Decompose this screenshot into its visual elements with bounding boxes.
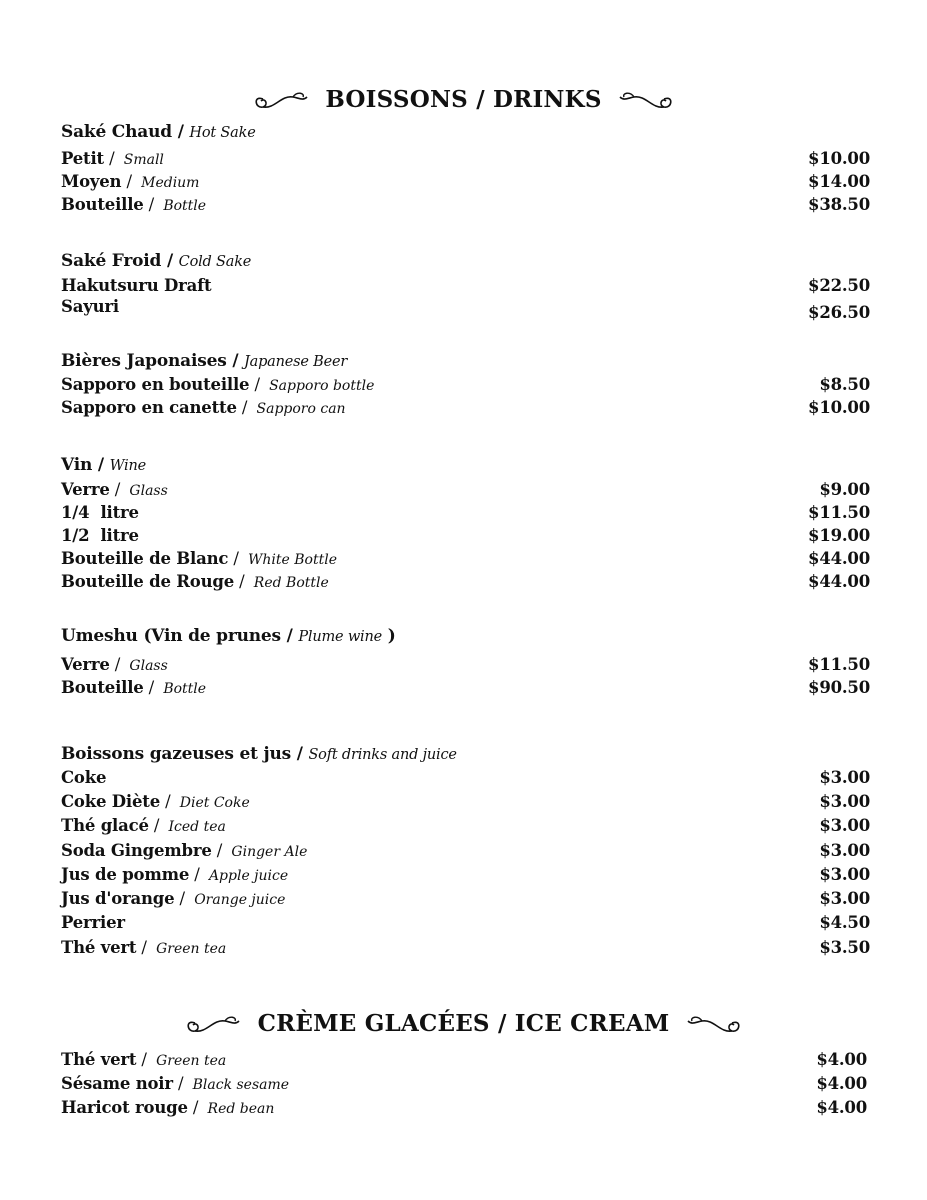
menu-item-red-bottle [61, 572, 870, 594]
closing-paren: ) [387, 626, 396, 646]
menu-item-diet-coke [61, 792, 870, 814]
item-name-fr: Coke Diète [61, 792, 161, 811]
section-title-fr: Vin [61, 455, 93, 475]
separator: / [232, 351, 239, 371]
separator: / [165, 792, 171, 811]
separator: / [153, 816, 160, 835]
menu-item-coke [61, 768, 870, 790]
item-name-en: Sapporo can [256, 401, 346, 417]
item-price: $8.50 [819, 375, 870, 394]
item-name-fr: Perrier [61, 913, 125, 932]
drinks-heading [0, 84, 927, 113]
umeshu-title [61, 626, 396, 646]
item-name-fr: Jus de pomme [61, 865, 190, 884]
menu-item-quarter-litre [61, 503, 870, 525]
item-name-fr: Jus d'orange [61, 889, 175, 908]
item-name-en: Green tea [156, 1053, 227, 1069]
item-name-en: Diet Coke [179, 795, 250, 811]
menu-item-hakutsuru [61, 276, 870, 298]
item-price: $44.00 [808, 549, 870, 568]
menu-item-umeshu-glass [61, 655, 870, 677]
icecream-heading-text: CRÈME GLACÉES / ICE CREAM [257, 1009, 670, 1037]
menu-item-apple-juice [61, 865, 870, 887]
wine-title [61, 455, 146, 475]
separator: / [233, 549, 239, 568]
item-name-fr: Bouteille [61, 195, 144, 214]
item-price: $38.50 [808, 195, 870, 214]
menu-item-red-bean [61, 1098, 870, 1120]
separator: / [192, 1098, 199, 1117]
item-name-fr: Sayuri [61, 297, 119, 316]
section-title-en: Wine [109, 458, 146, 474]
item-name-en: Orange juice [194, 892, 286, 908]
item-name-fr: Hakutsuru Draft [61, 276, 212, 295]
item-name-fr: Bouteille [61, 678, 144, 697]
item-name-fr: 1/2 litre [61, 526, 139, 545]
item-name-fr: 1/4 litre [61, 503, 139, 522]
item-name-en: Iced tea [168, 819, 226, 835]
item-name-en: Red Bottle [253, 575, 329, 591]
item-price: $22.50 [808, 276, 870, 295]
item-price: $3.00 [819, 768, 870, 787]
item-name-en: Green tea [156, 941, 227, 957]
item-name-fr: Sésame noir [61, 1074, 173, 1093]
item-name-fr: Sapporo en bouteille [61, 375, 250, 394]
item-name-en: Apple juice [208, 868, 289, 884]
item-price: $4.00 [816, 1050, 867, 1069]
item-name-en: Bottle [163, 198, 207, 214]
item-price: $26.50 [808, 303, 870, 322]
menu-item-sayuri [61, 297, 870, 322]
right-flourish-icon [684, 1009, 744, 1037]
menu-item-ginger-ale [61, 841, 870, 863]
separator: / [109, 149, 115, 168]
separator: / [254, 375, 260, 394]
item-price: $9.00 [819, 480, 870, 499]
item-name-fr: Petit [61, 149, 104, 168]
separator: / [126, 172, 133, 191]
item-price: $3.00 [819, 865, 870, 884]
item-name-en: Medium [141, 175, 200, 191]
section-title-fr: Umeshu (Vin de prunes [61, 626, 281, 646]
item-name-en: Bottle [163, 681, 207, 697]
item-price: $10.00 [808, 149, 870, 168]
separator: / [148, 678, 155, 697]
item-name-en: Glass [129, 483, 168, 499]
menu-item-white-bottle [61, 549, 870, 571]
item-price: $10.00 [808, 398, 870, 417]
item-name-fr: Thé glacé [61, 816, 149, 835]
item-price: $4.00 [816, 1074, 867, 1093]
item-name-fr: Verre [61, 480, 110, 499]
separator: / [239, 572, 245, 591]
item-name-en: Ginger Ale [231, 844, 308, 860]
item-price: $44.00 [808, 572, 870, 591]
icecream-heading [0, 1008, 927, 1037]
item-name-en: Small [123, 152, 164, 168]
item-name-en: Black sesame [192, 1077, 290, 1093]
hot-sake-title [61, 122, 256, 142]
section-title-en: Hot Sake [189, 125, 256, 141]
menu-item-green-tea [61, 938, 870, 960]
separator: / [179, 889, 186, 908]
section-title-en: Japanese Beer [244, 354, 348, 370]
menu-item-perrier [61, 913, 870, 935]
separator: / [177, 1074, 184, 1093]
item-name-fr: Bouteille de Rouge [61, 572, 235, 591]
item-name-fr: Coke [61, 768, 107, 787]
item-price: $3.00 [819, 889, 870, 908]
section-title-en: Plume wine [298, 629, 382, 645]
separator: / [114, 655, 121, 674]
menu-item-green-tea-icecream [61, 1050, 870, 1072]
item-name-fr: Bouteille de Blanc [61, 549, 229, 568]
menu-item-petit [61, 149, 870, 171]
separator: / [286, 626, 293, 646]
item-name-en: Red bean [207, 1101, 275, 1117]
separator: / [141, 1050, 147, 1069]
item-price: $3.50 [819, 938, 870, 957]
japanese-beer-title [61, 351, 347, 371]
section-title-en: Cold Sake [178, 254, 252, 270]
separator: / [166, 251, 173, 271]
separator: / [296, 744, 303, 764]
item-price: $19.00 [808, 526, 870, 545]
menu-item-half-litre [61, 526, 870, 548]
drinks-heading-text: BOISSONS / DRINKS [325, 85, 602, 113]
separator: / [241, 398, 248, 417]
item-name-fr: Soda Gingembre [61, 841, 212, 860]
separator: / [97, 455, 104, 475]
section-title-fr: Saké Froid [61, 251, 162, 271]
item-name-en: Sapporo bottle [269, 378, 375, 394]
item-name-fr: Moyen [61, 172, 122, 191]
menu-item-iced-tea [61, 816, 870, 838]
separator: / [148, 195, 155, 214]
separator: / [194, 865, 200, 884]
item-name-fr: Sapporo en canette [61, 398, 237, 417]
item-price: $14.00 [808, 172, 870, 191]
section-title-fr: Saké Chaud [61, 122, 172, 142]
section-title-fr: Boissons gazeuses et jus [61, 744, 291, 764]
item-name-en: Glass [129, 658, 168, 674]
menu-item-umeshu-bottle [61, 678, 870, 700]
separator: / [216, 841, 223, 860]
left-flourish-icon [251, 85, 311, 113]
item-price: $90.50 [808, 678, 870, 697]
menu-item-sapporo-can [61, 398, 870, 420]
item-name-fr: Thé vert [61, 938, 137, 957]
menu-item-wine-glass [61, 480, 870, 502]
separator: / [177, 122, 184, 142]
separator: / [141, 938, 147, 957]
item-name-fr: Verre [61, 655, 110, 674]
right-flourish-icon [616, 85, 676, 113]
menu-item-sapporo-bottle [61, 375, 870, 397]
item-price: $4.00 [816, 1098, 867, 1117]
item-price: $3.00 [819, 792, 870, 811]
item-price: $11.50 [808, 655, 870, 674]
left-flourish-icon [183, 1009, 243, 1037]
menu-item-orange-juice [61, 889, 870, 911]
item-name-fr: Thé vert [61, 1050, 137, 1069]
separator: / [114, 480, 121, 499]
section-title-en: Soft drinks and juice [308, 747, 457, 763]
menu-item-bouteille [61, 195, 870, 217]
item-price: $3.00 [819, 816, 870, 835]
cold-sake-title [61, 251, 251, 271]
item-price: $3.00 [819, 841, 870, 860]
soft-drinks-title [61, 744, 457, 764]
item-price: $11.50 [808, 503, 870, 522]
section-title-fr: Bières Japonaises [61, 351, 227, 371]
item-price: $4.50 [819, 913, 870, 932]
menu-item-moyen [61, 172, 870, 194]
item-name-en: White Bottle [248, 552, 337, 568]
item-name-fr: Haricot rouge [61, 1098, 188, 1117]
menu-item-black-sesame [61, 1074, 870, 1096]
